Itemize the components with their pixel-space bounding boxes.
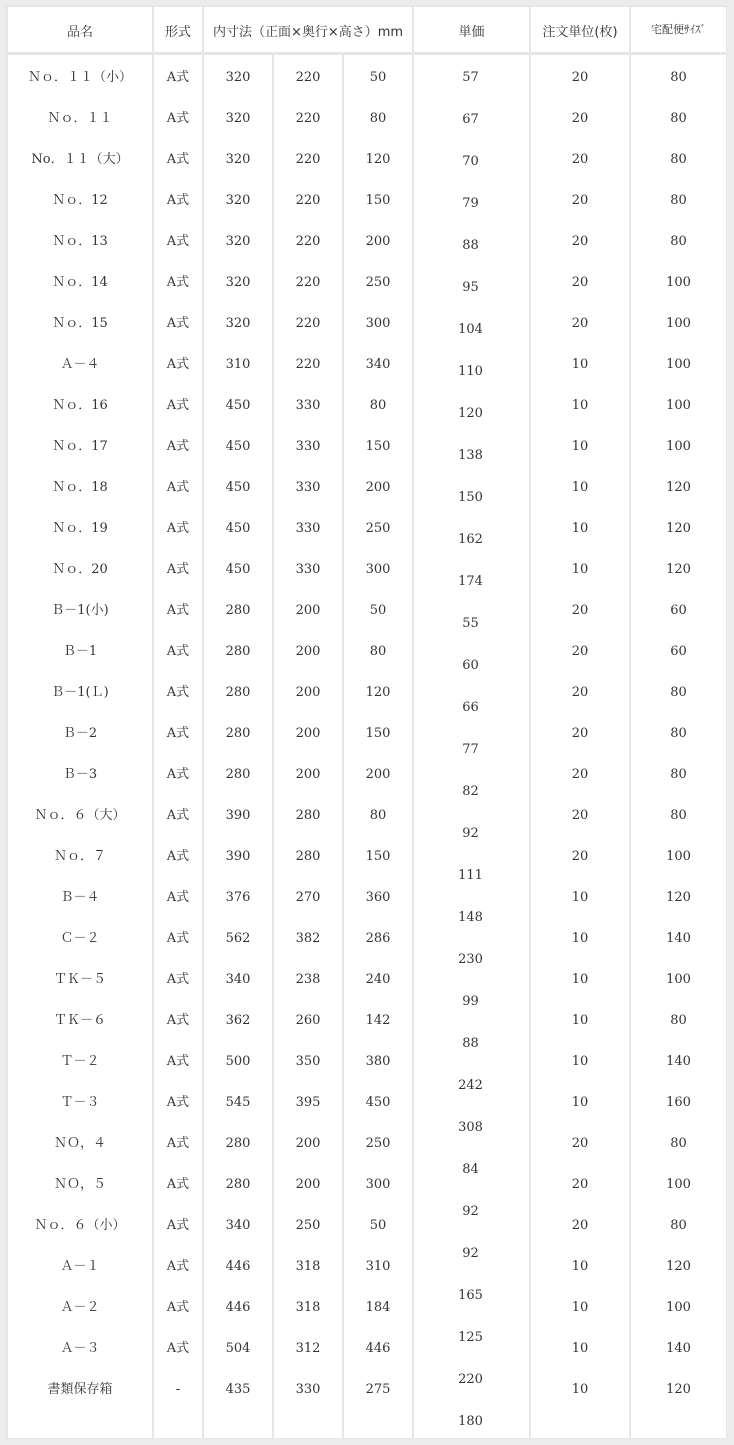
table-cell-delivery-size: 80 [670, 152, 687, 167]
table-cell-order-unit: 10 [571, 931, 589, 946]
price-cell: 220 [458, 1372, 483, 1387]
table-cell-height: 250 [365, 1136, 391, 1151]
table-cell-order-unit: 10 [571, 1341, 589, 1356]
table-cell-order-unit: 20 [571, 234, 589, 249]
price-cell: 150 [458, 490, 483, 505]
price-cell: 95 [462, 280, 479, 295]
price-cell: 66 [462, 700, 479, 715]
table-cell-name: Ｎｏ．13 [52, 234, 108, 249]
table-cell-name: Ｎｏ．６（大） [34, 808, 126, 823]
table-cell-width: 280 [225, 1177, 251, 1192]
table-cell-delivery-size: 80 [670, 726, 687, 741]
table-cell-delivery-size: 100 [666, 972, 691, 987]
table-cell-name: Ａ－３ [60, 1341, 100, 1356]
table-cell-order-unit: 10 [571, 890, 589, 905]
table-cell-name: Ｎｏ．12 [52, 193, 108, 208]
table-cell-type: A式 [166, 1095, 190, 1110]
table-cell-delivery-size: 60 [670, 644, 687, 659]
table-cell-width: 280 [225, 1136, 251, 1151]
header-order-unit: 注文単位(枚) [542, 25, 618, 40]
table-cell-width: 450 [225, 439, 251, 454]
table-cell-order-unit: 20 [571, 111, 589, 126]
header-delivery-size: 宅配便ｻｲｽﾞ [651, 23, 706, 36]
table-cell-type: A式 [166, 726, 190, 741]
table-cell-name: Ｎｏ．１１ [47, 111, 113, 126]
table-cell-order-unit: 10 [571, 1054, 589, 1069]
price-cell: 99 [462, 994, 479, 1009]
price-cell: 180 [458, 1414, 483, 1429]
table-cell-type: A式 [166, 685, 190, 700]
table-cell-width: 320 [225, 70, 251, 85]
table-cell-order-unit: 20 [571, 1218, 589, 1233]
table-cell-type: A式 [166, 1259, 190, 1274]
table-cell-depth: 350 [295, 1054, 321, 1069]
table-cell-width: 320 [225, 152, 251, 167]
price-cell: 84 [462, 1162, 479, 1177]
table-cell-depth: 200 [295, 644, 321, 659]
table-cell-width: 280 [225, 644, 251, 659]
price-cell: 60 [462, 658, 479, 673]
table-cell-depth: 200 [295, 685, 321, 700]
table-cell-order-unit: 20 [571, 275, 589, 290]
table-cell-name: ＮＯ，５ [53, 1177, 106, 1192]
table-cell-order-unit: 10 [571, 521, 589, 536]
table-cell-type: A式 [166, 111, 190, 126]
table-cell-name: 書類保存箱 [47, 1382, 113, 1397]
table-cell-width: 320 [225, 193, 251, 208]
table-cell-order-unit: 10 [571, 562, 589, 577]
table-cell-name: Ｂ－1(Ｌ) [51, 685, 109, 700]
table-cell-depth: 330 [295, 562, 321, 577]
table-cell-depth: 318 [295, 1259, 321, 1274]
table-cell-order-unit: 20 [571, 1136, 589, 1151]
table-cell-type: A式 [166, 972, 190, 987]
table-cell-name: Ｔ－３ [60, 1095, 100, 1110]
price-cell: 162 [458, 532, 483, 547]
table-cell-name: Ｂ－2 [62, 726, 98, 741]
table-cell-name: Ｂ－４ [60, 890, 100, 905]
price-cell: 55 [462, 616, 479, 631]
table-cell-name: Ｂ－1(小) [51, 603, 109, 618]
table-cell-height: 150 [365, 193, 391, 208]
table-cell-depth: 200 [295, 603, 321, 618]
table-cell-order-unit: 20 [571, 644, 589, 659]
header-dimensions: 内寸法（正面×奥行×高さ）mm [212, 25, 404, 40]
header-name: 品名 [66, 25, 93, 40]
table-cell-type: A式 [166, 603, 190, 618]
price-cell: 70 [462, 154, 479, 169]
table-cell-depth: 330 [295, 1382, 321, 1397]
table-cell-width: 450 [225, 521, 251, 536]
price-cell: 111 [458, 868, 483, 883]
table-cell-depth: 220 [295, 111, 321, 126]
table-cell-depth: 250 [295, 1218, 321, 1233]
table-cell-width: 562 [225, 931, 251, 946]
table-cell-delivery-size: 80 [670, 1013, 687, 1028]
table-cell-width: 310 [225, 357, 251, 372]
table-cell-width: 435 [225, 1382, 251, 1397]
table-cell-width: 320 [225, 111, 251, 126]
price-cell: 110 [458, 364, 483, 379]
table-cell-delivery-size: 80 [670, 1136, 687, 1151]
table-cell-type: A式 [166, 644, 190, 659]
table-cell-name: Ｎｏ．16 [52, 398, 108, 413]
price-cell: 88 [462, 1036, 479, 1051]
table-cell-height: 80 [369, 644, 387, 659]
table-cell-height: 250 [365, 521, 391, 536]
table-cell-order-unit: 10 [571, 439, 589, 454]
table-cell-width: 504 [225, 1341, 251, 1356]
table-cell-delivery-size: 100 [666, 1177, 691, 1192]
price-cell: 67 [462, 112, 479, 127]
table-cell-type: A式 [166, 316, 190, 331]
table-cell-order-unit: 10 [571, 1095, 589, 1110]
table-cell-height: 300 [365, 562, 391, 577]
table-cell-height: 120 [365, 152, 391, 167]
table-cell-type: A式 [166, 931, 190, 946]
table-cell-depth: 312 [295, 1341, 321, 1356]
table-cell-type: A式 [166, 1136, 190, 1151]
table-cell-height: 150 [365, 726, 391, 741]
table-cell-height: 310 [365, 1259, 391, 1274]
table-cell-width: 320 [225, 316, 251, 331]
table-cell-order-unit: 20 [571, 152, 589, 167]
table-cell-width: 340 [225, 1218, 251, 1233]
table-cell-delivery-size: 120 [666, 521, 691, 536]
table-cell-order-unit: 20 [571, 808, 589, 823]
table-cell-name: Ｎｏ．15 [52, 316, 108, 331]
table-cell-height: 200 [365, 480, 391, 495]
table-cell-delivery-size: 100 [666, 849, 691, 864]
table-cell-delivery-size: 100 [666, 275, 691, 290]
table-cell-type: A式 [166, 234, 190, 249]
table-cell-type: A式 [166, 1054, 190, 1069]
table-cell-depth: 270 [295, 890, 321, 905]
price-cell: 120 [458, 406, 483, 421]
table-cell-name: Ｎｏ．19 [52, 521, 108, 536]
table-cell-type: A式 [166, 1218, 190, 1233]
table-cell-width: 390 [225, 849, 251, 864]
table-cell-delivery-size: 80 [670, 234, 687, 249]
table-cell-delivery-size: 100 [666, 398, 691, 413]
table-cell-name: Ｎｏ．６（小） [34, 1218, 126, 1233]
table-cell-width: 280 [225, 767, 251, 782]
table-cell-type: A式 [166, 849, 190, 864]
table-cell-name: Ｃ－２ [60, 931, 100, 946]
table-cell-height: 80 [369, 111, 387, 126]
table-cell-delivery-size: 140 [666, 931, 691, 946]
table-cell-height: 450 [365, 1095, 391, 1110]
table-cell-type: A式 [166, 398, 190, 413]
table-cell-name: Ｂ－1 [62, 644, 98, 659]
table-cell-type: A式 [166, 275, 190, 290]
table-cell-width: 450 [225, 480, 251, 495]
table-cell-delivery-size: 100 [666, 1300, 691, 1315]
table-cell-depth: 200 [295, 767, 321, 782]
table-cell-delivery-size: 160 [666, 1095, 691, 1110]
table-cell-name: No．１１（大） [31, 152, 129, 167]
table-cell-width: 446 [225, 1259, 251, 1274]
table-cell-order-unit: 20 [571, 1177, 589, 1192]
table-cell-height: 142 [365, 1013, 391, 1028]
table-cell-height: 446 [365, 1341, 391, 1356]
price-cell: 148 [458, 910, 483, 925]
table-cell-height: 286 [365, 931, 391, 946]
table-cell-order-unit: 10 [571, 1013, 589, 1028]
table-cell-depth: 200 [295, 1177, 321, 1192]
price-cell: 82 [462, 784, 479, 799]
table-cell-width: 545 [225, 1095, 251, 1110]
table-cell-width: 340 [225, 972, 251, 987]
table-cell-type: A式 [166, 357, 190, 372]
table-cell-type: A式 [166, 521, 190, 536]
price-cell: 88 [462, 238, 479, 253]
table-cell-name: Ｎｏ．７ [53, 849, 106, 864]
table-cell-height: 50 [369, 603, 387, 618]
table-cell-type: A式 [166, 152, 190, 167]
table-cell-width: 450 [225, 562, 251, 577]
table-cell-height: 80 [369, 808, 387, 823]
table-cell-type: A式 [166, 1177, 190, 1192]
table-cell-type: A式 [166, 1300, 190, 1315]
table-cell-order-unit: 20 [571, 316, 589, 331]
table-cell-delivery-size: 60 [670, 603, 687, 618]
table-cell-height: 300 [365, 1177, 391, 1192]
header-price: 単価 [458, 25, 485, 40]
table-cell-width: 320 [225, 234, 251, 249]
price-cell: 92 [462, 826, 479, 841]
table-cell-width: 362 [225, 1013, 251, 1028]
table-cell-depth: 330 [295, 521, 321, 536]
price-cell: 79 [462, 196, 479, 211]
table-cell-type: A式 [166, 70, 190, 85]
table-cell-type: A式 [166, 1341, 190, 1356]
table-cell-name: ＴＫ－６ [53, 1013, 106, 1028]
table-cell-type: A式 [166, 1013, 190, 1028]
price-cell: 77 [462, 742, 479, 757]
table-cell-height: 50 [369, 70, 387, 85]
price-cell: 242 [458, 1078, 483, 1093]
table-cell-width: 446 [225, 1300, 251, 1315]
table-cell-name: Ｎｏ．18 [52, 480, 108, 495]
table-cell-order-unit: 10 [571, 972, 589, 987]
table-cell-type: A式 [166, 193, 190, 208]
table-cell-depth: 330 [295, 480, 321, 495]
table-cell-name: ＴＫ－５ [53, 972, 106, 987]
table-cell-depth: 220 [295, 357, 321, 372]
price-cell: 308 [458, 1120, 483, 1135]
table-cell-width: 500 [225, 1054, 251, 1069]
table-cell-depth: 382 [295, 931, 321, 946]
price-cell: 165 [458, 1288, 483, 1303]
table-cell-order-unit: 20 [571, 193, 589, 208]
table-cell-height: 184 [365, 1300, 391, 1315]
price-cell: 230 [458, 952, 483, 967]
table-cell-delivery-size: 80 [670, 685, 687, 700]
table-cell-order-unit: 10 [571, 1300, 589, 1315]
table-cell-depth: 220 [295, 152, 321, 167]
table-cell-width: 280 [225, 603, 251, 618]
table-cell-depth: 200 [295, 726, 321, 741]
table-cell-name: Ｎｏ．20 [52, 562, 108, 577]
price-cell: 104 [458, 322, 483, 337]
table-cell-depth: 395 [295, 1095, 321, 1110]
table-cell-depth: 318 [295, 1300, 321, 1315]
table-cell-order-unit: 20 [571, 603, 589, 618]
table-cell-height: 340 [365, 357, 391, 372]
table-cell-name: ＮＯ，４ [53, 1136, 106, 1151]
table-cell-order-unit: 10 [571, 357, 589, 372]
table-cell-depth: 280 [295, 849, 321, 864]
price-cell: 138 [458, 448, 483, 463]
table-cell-height: 250 [365, 275, 391, 290]
table-cell-order-unit: 20 [571, 70, 589, 85]
product-size-table [5, 5, 727, 1439]
table-cell-order-unit: 20 [571, 767, 589, 782]
table-cell-order-unit: 10 [571, 398, 589, 413]
table-cell-delivery-size: 80 [670, 808, 687, 823]
table-cell-type: A式 [166, 439, 190, 454]
table-cell-height: 120 [365, 685, 391, 700]
table-cell-type: A式 [166, 890, 190, 905]
table-cell-name: Ｂ－3 [62, 767, 98, 782]
table-cell-height: 300 [365, 316, 391, 331]
table-cell-height: 275 [365, 1382, 391, 1397]
table-cell-order-unit: 20 [571, 726, 589, 741]
table-cell-depth: 330 [295, 398, 321, 413]
table-cell-depth: 200 [295, 1136, 321, 1151]
table-cell-depth: 220 [295, 316, 321, 331]
table-cell-width: 376 [225, 890, 251, 905]
table-cell-delivery-size: 100 [666, 316, 691, 331]
table-cell-order-unit: 10 [571, 1382, 589, 1397]
table-cell-height: 200 [365, 767, 391, 782]
table-cell-height: 150 [365, 439, 391, 454]
table-cell-delivery-size: 140 [666, 1054, 691, 1069]
table-cell-width: 320 [225, 275, 251, 290]
header-type: 形式 [164, 25, 191, 40]
table-cell-depth: 260 [295, 1013, 321, 1028]
table-cell-name: Ａ－１ [60, 1259, 100, 1274]
table-cell-height: 240 [365, 972, 391, 987]
table-cell-depth: 220 [295, 275, 321, 290]
table-cell-name: Ｔ－２ [60, 1054, 100, 1069]
table-cell-height: 380 [365, 1054, 391, 1069]
table-cell-depth: 220 [295, 193, 321, 208]
table-cell-delivery-size: 120 [666, 1382, 691, 1397]
table-cell-height: 50 [369, 1218, 387, 1233]
price-cell: 92 [462, 1246, 479, 1261]
table-cell-delivery-size: 120 [666, 480, 691, 495]
table-cell-delivery-size: 80 [670, 193, 687, 208]
table-cell-width: 280 [225, 726, 251, 741]
table-cell-delivery-size: 100 [666, 357, 691, 372]
table-cell-name: Ｎｏ．14 [52, 275, 108, 290]
table-cell-type: A式 [166, 808, 190, 823]
table-cell-depth: 280 [295, 808, 321, 823]
table-cell-height: 150 [365, 849, 391, 864]
table-cell-width: 280 [225, 685, 251, 700]
table-cell-type: - [175, 1382, 181, 1397]
table-cell-name: Ｎｏ．１１（小） [27, 70, 132, 85]
price-cell: 57 [462, 70, 479, 85]
table-cell-depth: 238 [295, 972, 321, 987]
price-cell: 174 [458, 574, 483, 589]
table-cell-name: Ｎｏ．17 [52, 439, 108, 454]
price-cell: 125 [458, 1330, 483, 1345]
table-cell-delivery-size: 120 [666, 562, 691, 577]
table-cell-height: 200 [365, 234, 391, 249]
table-cell-type: A式 [166, 562, 190, 577]
table-cell-depth: 220 [295, 70, 321, 85]
table-cell-delivery-size: 80 [670, 1218, 687, 1233]
table-cell-delivery-size: 120 [666, 1259, 691, 1274]
table-cell-name: Ａ－２ [60, 1300, 100, 1315]
table-cell-order-unit: 20 [571, 849, 589, 864]
table-cell-delivery-size: 120 [666, 890, 691, 905]
table-cell-width: 390 [225, 808, 251, 823]
table-cell-depth: 330 [295, 439, 321, 454]
table-cell-delivery-size: 80 [670, 767, 687, 782]
table-cell-order-unit: 10 [571, 1259, 589, 1274]
table-cell-delivery-size: 80 [670, 70, 687, 85]
table-cell-delivery-size: 140 [666, 1341, 691, 1356]
table-cell-name: Ａ－４ [60, 357, 100, 372]
table-cell-height: 80 [369, 398, 387, 413]
table-cell-delivery-size: 80 [670, 111, 687, 126]
table-cell-delivery-size: 100 [666, 439, 691, 454]
table-cell-type: A式 [166, 767, 190, 782]
table-cell-width: 450 [225, 398, 251, 413]
table-cell-height: 360 [365, 890, 391, 905]
table-cell-depth: 220 [295, 234, 321, 249]
table-cell-order-unit: 20 [571, 685, 589, 700]
price-cell: 92 [462, 1204, 479, 1219]
table-cell-order-unit: 10 [571, 480, 589, 495]
table-cell-type: A式 [166, 480, 190, 495]
